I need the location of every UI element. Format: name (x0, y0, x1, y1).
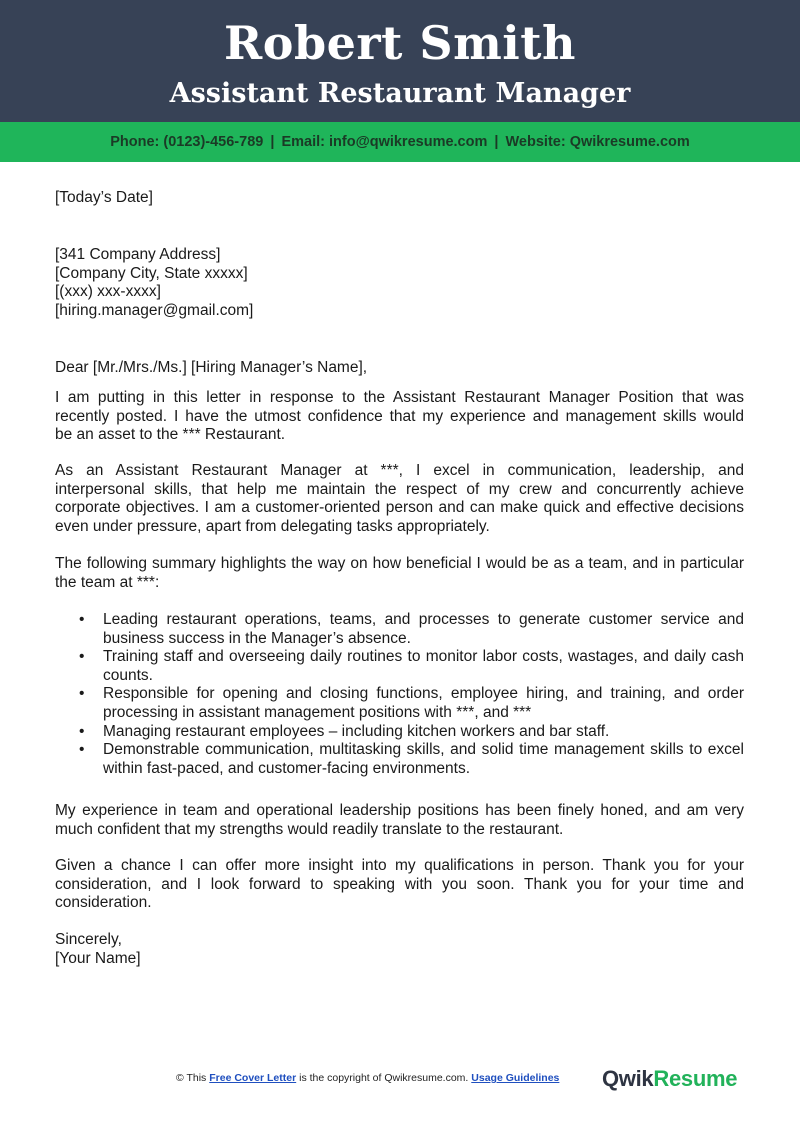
bullet-text: Responsible for opening and closing functions, employee hiring, and training, and order processing in assistant management positions with ***, and *** (103, 685, 744, 721)
bullet-icon: • (79, 685, 85, 703)
list-item (55, 685, 744, 722)
bullet-icon: • (79, 722, 85, 740)
qwikresume-logo (602, 1066, 737, 1092)
applicant-name: Robert Smith (224, 16, 576, 70)
bullet-text: Training staff and overseeing daily routines to monitor labor costs, wastages, and daily cash counts. (103, 648, 744, 684)
address-line: [Company City, State xxxxx] (55, 264, 248, 282)
free-cover-letter-link[interactable]: Free Cover Letter (209, 1072, 297, 1084)
recipient-address (55, 246, 744, 320)
salutation-text: Dear [Mr./Mrs./Ms.] [Hiring Manager’s Name], (55, 359, 368, 376)
paragraph-line: be an asset to the *** Restaurant. (55, 426, 286, 444)
logo-part-resume: Resume (653, 1066, 738, 1091)
contact-bar (0, 122, 800, 162)
paragraph-1 (55, 389, 744, 445)
job-title: Assistant Restaurant Manager (169, 78, 631, 109)
signature-text: [Your Name] (55, 949, 141, 967)
closing-block (55, 931, 744, 968)
address-line: [hiring.manager@gmail.com] (55, 301, 254, 319)
paragraph-line: corporate objectives. I am a customer-oriented person and can make quick and effective decisions (55, 499, 744, 517)
paragraph-5 (55, 857, 744, 913)
contact-separator: | (494, 134, 499, 150)
bullet-text: Demonstrable communication, multitasking skills, and solid time management skills to excel within fast-paced, and customer-facing environments. (103, 741, 744, 777)
paragraph-line: much confident that my strengths would readily translate to the restaurant. (55, 820, 564, 838)
header-banner (0, 0, 800, 122)
bullet-text: Managing restaurant employees – including kitchen workers and bar staff. (103, 722, 610, 740)
bullet-icon: • (79, 648, 85, 666)
logo-part-qwik: Qwik (602, 1066, 654, 1091)
copyright-middle: is the copyright of Qwikresume.com. (299, 1072, 469, 1084)
paragraph-line: consideration. (55, 894, 152, 912)
paragraph-line: the team at ***: (55, 573, 160, 591)
bullet-icon: • (79, 741, 85, 759)
paragraph-line: As an Assistant Restaurant Manager at ***, I excel in communication, leadership, and (55, 462, 744, 479)
address-line: [(xxx) xxx-xxxx] (55, 283, 161, 301)
usage-guidelines-link[interactable]: Usage Guidelines (471, 1072, 560, 1084)
highlights-list (55, 611, 744, 778)
address-line: [341 Company Address] (55, 246, 221, 263)
list-item (55, 648, 744, 685)
list-item (55, 741, 744, 778)
contact-phone: Phone: (0123)-456-789 (110, 134, 264, 150)
copyright-notice (176, 1072, 559, 1084)
paragraph-line: I am putting in this letter in response to the Assistant Restaurant Manager Position that was (55, 389, 744, 406)
footer (0, 1066, 800, 1090)
paragraph-3 (55, 555, 744, 592)
paragraph-line: interpersonal skills, that help me maintain the respect of my crew and concurrently achieve (55, 480, 744, 498)
copyright-prefix: © This (176, 1072, 207, 1084)
contact-separator: | (270, 134, 275, 150)
date-text: [Today’s Date] (55, 189, 153, 206)
paragraph-line: consideration, and I look forward to speaking with you soon. Thank you for your time and (55, 875, 744, 893)
letter-date (55, 189, 744, 208)
list-item (55, 611, 744, 648)
closing-text: Sincerely, (55, 931, 122, 948)
paragraph-line: The following summary highlights the way on how beneficial I would be as a team, and in particular (55, 555, 744, 572)
paragraph-line: My experience in team and operational leadership positions has been finely honed, and am very (55, 802, 744, 819)
bullet-icon: • (79, 611, 85, 628)
bullet-text: Leading restaurant operations, teams, and processes to generate customer service and business success in the Manager’s absence. (103, 611, 744, 647)
paragraph-4 (55, 802, 744, 839)
contact-email: Email: info@qwikresume.com (281, 134, 488, 150)
salutation (55, 359, 744, 378)
contact-website: Website: Qwikresume.com (505, 134, 690, 150)
paragraph-line: recently posted. I have the utmost confidence that my experience and management skills would (55, 407, 744, 425)
paragraph-2 (55, 462, 744, 536)
list-item (55, 723, 744, 742)
paragraph-line: Given a chance I can offer more insight into my qualifications in person. Thank you for your (55, 857, 744, 874)
paragraph-line: even under pressure, apart from delegating tasks appropriately. (55, 517, 490, 535)
